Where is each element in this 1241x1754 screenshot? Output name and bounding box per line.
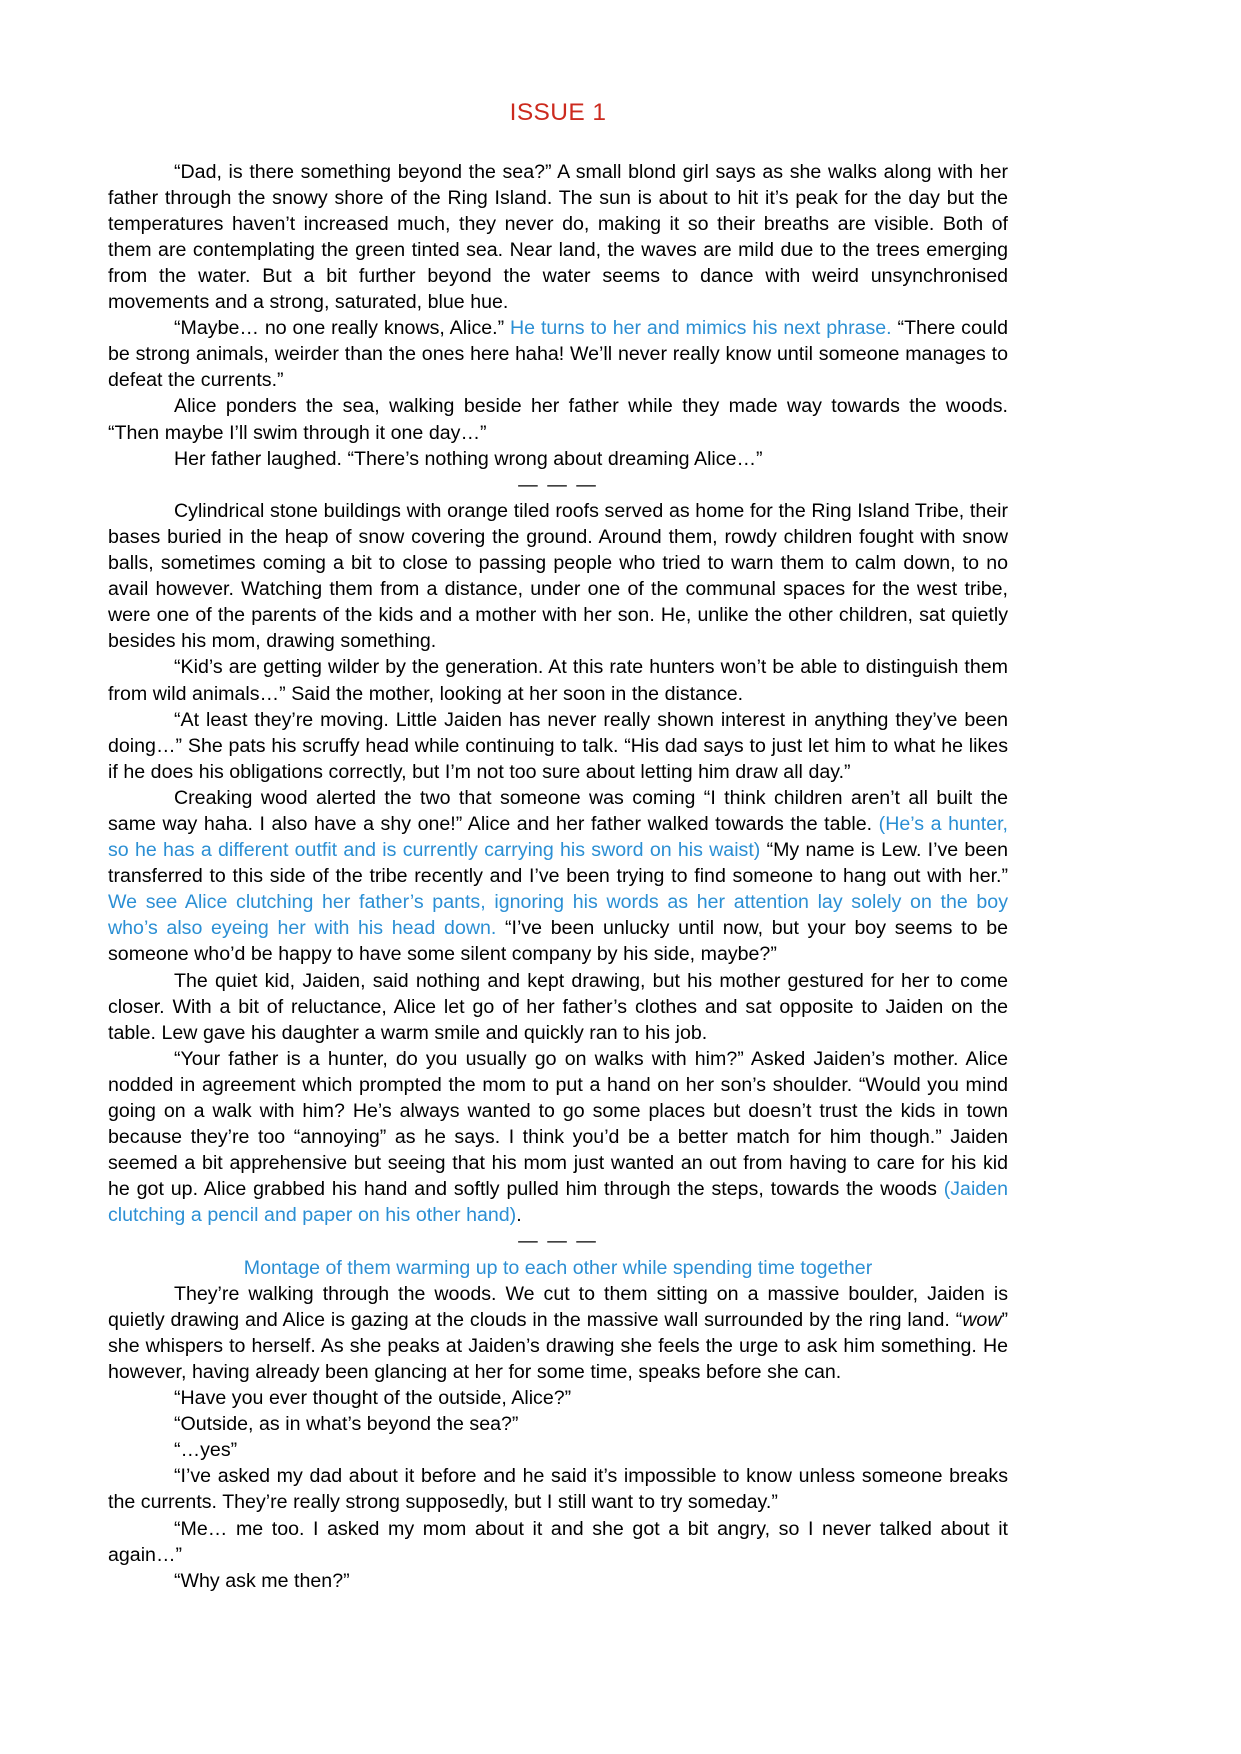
paragraph-kids-wilder: “Kid’s are getting wilder by the generation. At this rate hunters won’t be able to distinguish them from wild animals…” Said the mother, looking at her soon in the distance. [108,656,1008,705]
paragraph-asked-my-dad: “I’ve asked my dad about it before and he said it’s impossible to know unless someone breaks the currents. They’re really strong supposedly, but I still want to try someday.” [108,1465,1008,1514]
scene-direction: (Jaiden clutching a pencil and paper on his other hand) [108,1178,1008,1227]
paragraph-why-ask-me: “Why ask me then?” [174,1569,350,1592]
scene-separator: — — — [518,473,598,496]
scene-direction: He turns to her and mimics his next phrase. [510,317,892,340]
scene-direction: We see Alice clutching her father’s pants, ignoring his words as her attention lay solely on the boy who’s also eyeing her with his head down. [108,891,1008,940]
paragraph-father-laughed: Her father laughed. “There’s nothing wrong about dreaming Alice…” [174,447,763,470]
dialogue-text: “Maybe… no one really knows, Alice.” [174,317,511,340]
scene-direction: (He’s a hunter, so he has a different outfit and is currently carrying his sword on his waist) [108,812,1008,862]
emphasis-text: wow [962,1308,1002,1331]
montage-heading: Montage of them warming up to each other while spending time together [243,1256,873,1279]
narration-text: “I’ve been unlucky until now, but your boy seems to be someone who’d be happy to have some silent company by his side, maybe?” [108,917,1008,966]
paragraph-quiet-kid: The quiet kid, Jaiden, said nothing and kept drawing, but his mother gestured for her to come closer. With a bit of reluctance, Alice let go of her father’s clothes and sat opposite to Jaiden on the table. Lew gave his daughter a warm smile and quickly ran to his job. [108,969,1008,1044]
page-title: ISSUE 1 [509,99,607,126]
paragraph-your-father-hunter [108,1046,1008,1229]
paragraph-me-too: “Me… me too. I asked my mom about it and she got a bit angry, so I never talked about it again…” [108,1517,1008,1566]
dialogue-text: “There could be strong animals, weirder than the ones here haha! We’ll never really know until someone manages to defeat the currents.” [108,317,1009,392]
paragraph-at-least-moving: “At least they’re moving. Little Jaiden has never really shown interest in anything they’ve been doing…” She pats his scruffy head while continuing to talk. “His dad says to just let him to what he likes if he does his obligations correctly, but I’m not too sure about letting him draw all day.” [108,708,1008,783]
narration-text: . [516,1204,522,1227]
paragraph-have-you-thought: “Have you ever thought of the outside, Alice?” [174,1387,572,1410]
paragraph-creaking-wood [108,785,1008,968]
paragraph-stone-buildings: Cylindrical stone buildings with orange tiled roofs served as home for the Ring Island Tribe, their bases buried in the heap of snow covering the ground. Around them, rowdy children fought with snow balls, sometimes coming a bit to close to passing people who tried to warn them to calm down, to no avail however. Watching them from a distance, under one of the communal spaces for the west tribe, were one of the parents of the kids and a mother with her son. He, unlike the other children, sat quietly besides his mom, drawing something. [108,499,1008,653]
narration-text: Creaking wood alerted the two that someone was coming “I think children aren’t all built the same way haha. I also have a shy one!” Alice and her father walked towards the table. [108,786,1008,835]
page-content [108,98,1008,1594]
narration-text: “My name is Lew. I’ve been transferred to this side of the tribe recently and I’ve been trying to find someone to hang out with her.” [108,839,1008,888]
narration-text: ” she whispers to herself. As she peaks at Jaiden’s drawing she feels the urge to ask him something. He however, having already been glancing at her for some time, speaks before she can. [108,1308,1008,1383]
paragraph-alice-ponders: Alice ponders the sea, walking beside her father while they made way towards the woods. “Then maybe I’ll swim through it one day…” [108,395,1008,444]
narration-text: “Your father is a hunter, do you usually go on walks with him?” Asked Jaiden’s mother. Alice nodded in agreement which prompted the mom to put a hand on her son’s shoulder. “Would you mind going on a walk with him? He’s always wanted to go some places but doesn’t trust the kids in town because they’re too “annoying” as he says. I think you’d be a better match for him though.” Jaiden seemed a bit apprehensive but seeing that his mom just wanted an out from having to care for his kid he got up. Alice grabbed his hand and softly pulled him through the steps, towards the woods [108,1047,1008,1201]
paragraph-walking-woods [108,1281,1008,1385]
paragraph-opening: “Dad, is there something beyond the sea?” A small blond girl says as she walks along with her father through the snowy shore of the Ring Island. The sun is about to hit it’s peak for the day but the temperatures haven’t increased much, they never do, making it so their breaths are visible. Both of them are contemplating the green tinted sea. Near land, the waves are mild due to the trees emerging from the water. But a bit further beyond the water seems to dance with weird unsynchronised movements and a strong, saturated, blue hue. [108,160,1008,314]
narration-text: They’re walking through the woods. We cut to them sitting on a massive boulder, Jaiden is quietly drawing and Alice is gazing at the clouds in the massive wall surrounded by the ring land. “ [108,1282,1008,1331]
paragraph-maybe [108,315,1008,393]
scene-separator: — — — [518,1230,598,1253]
paragraph-outside-beyond-sea: “Outside, as in what’s beyond the sea?” [174,1413,519,1436]
paragraph-yes: “…yes” [174,1439,238,1462]
